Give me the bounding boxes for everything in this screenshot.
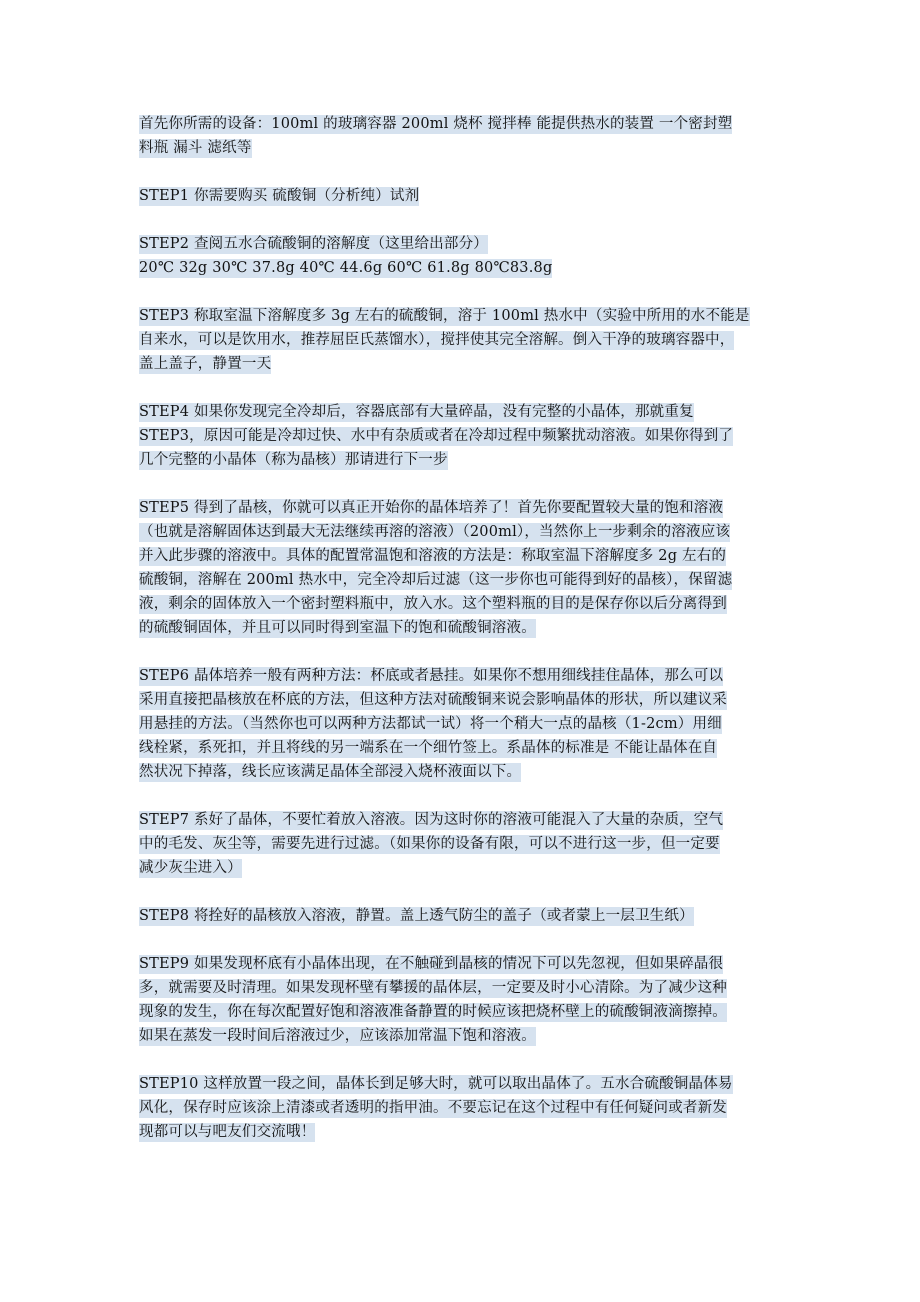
step5-line-5: 液，剩余的固体放入一个密封塑料瓶中，放入水。这个塑料瓶的目的是保存你以后分离得到 [139,596,727,612]
step3-line-2: 自来水，可以是饮用水，推荐屈臣氏蒸馏水），搅拌使其完全溶解。倒入干净的玻璃容器中， [139,332,735,348]
paragraph-equipment [139,112,787,160]
step2-line-1: STEP2 查阅五水合硫酸铜的溶解度（这里给出部分） [139,236,488,252]
step9-line-2: 多，就需要及时清理。如果发现杯壁有攀援的晶体层，一定要及时小心清除。为了减少这种 [139,980,727,996]
step5-line-4: 硫酸铜，溶解在 200ml 热水中，完全冷却后过滤（这一步你也可能得到好的晶核），保留滤 [139,572,733,588]
paragraph-step7 [139,808,787,880]
step10-line-3: 现都可以与吧友们交流哦！ [139,1124,316,1140]
paragraph-step3 [139,304,787,376]
equipment-line-2: 料瓶 漏斗 滤纸等 [139,140,252,156]
step7-line-1: STEP7 系好了晶体，不要忙着放入溶液。因为这时你的溶液可能混入了大量的杂质，空气 [139,812,724,828]
paragraph-step8 [139,904,787,928]
step3-line-1: STEP3 称取室温下溶解度多 3g 左右的硫酸铜，溶于 100ml 热水中（实验中所用的水不能是 [139,308,750,324]
step9-line-4: 如果在蒸发一段时间后溶液过少，应该添加常温下饱和溶液。 [139,1028,536,1044]
step9-line-3: 现象的发生，你在每次配置好饱和溶液准备静置的时候应该把烧杯壁上的硫酸铜液滴擦掉。 [139,1004,727,1020]
step7-line-3: 减少灰尘进入） [139,860,242,876]
step3-line-3: 盖上盖子，静置一天 [139,356,272,372]
paragraph-step4 [139,400,787,472]
paragraph-step6 [139,664,787,784]
step6-line-4: 线栓紧，系死扣，并且将线的另一端系在一个细竹签上。系晶体的标准是 不能让晶体在自 [139,740,718,756]
paragraph-step1 [139,184,787,208]
step10-line-2: 风化，保存时应该涂上清漆或者透明的指甲油。不要忘记在这个过程中有任何疑问或者新发 [139,1100,727,1116]
paragraph-step9 [139,952,787,1048]
paragraph-step5 [139,496,787,640]
step5-line-1: STEP5 得到了晶核，你就可以真正开始你的晶体培养了！首先你要配置较大量的饱和溶液 [139,500,724,516]
step4-line-2: STEP3，原因可能是冷却过快、水中有杂质或者在冷却过程中频繁扰动溶液。如果你得到了 [139,428,734,444]
step5-line-6: 的硫酸铜固体，并且可以同时得到室温下的饱和硫酸铜溶液。 [139,620,536,636]
step6-line-1: STEP6 晶体培养一般有两种方法：杯底或者悬挂。如果你不想用细线挂住晶体，那么可以 [139,668,724,684]
step10-line-1: STEP10 这样放置一段之间，晶体长到足够大时，就可以取出晶体了。五水合硫酸铜晶体易 [139,1076,733,1092]
step5-line-3: 并入此步骤的溶液中。具体的配置常温饱和溶液的方法是：称取室温下溶解度多 2g 左右的 [139,548,727,564]
step9-line-1: STEP9 如果发现杯底有小晶体出现，在不触碰到晶核的情况下可以先忽视，但如果碎晶很 [139,956,724,972]
step6-line-2: 采用直接把晶核放在杯底的方法，但这种方法对硫酸铜来说会影响晶体的形状，所以建议采 [139,692,727,708]
step7-line-2: 中的毛发、灰尘等，需要先进行过滤。（如果你的设备有限，可以不进行这一步，但一定要 [139,836,720,852]
equipment-line-1: 首先你所需的设备：100ml 的玻璃容器 200ml 烧杯 搅拌棒 能提供热水的装置 一个密封塑 [139,116,733,132]
step1-line-1: STEP1 你需要购买 硫酸铜（分析纯）试剂 [139,188,420,204]
step4-line-1: STEP4 如果你发现完全冷却后，容器底部有大量碎晶，没有完整的小晶体，那就重复 [139,404,694,420]
step4-line-3: 几个完整的小晶体（称为晶核）那请进行下一步 [139,452,448,468]
step6-line-3: 用悬挂的方法。（当然你也可以两种方法都试一试）将一个稍大一点的晶核（1-2cm）用细 [139,716,722,732]
document-body [139,112,787,1168]
paragraph-step2 [139,232,787,280]
step8-line-1: STEP8 将拴好的晶核放入溶液，静置。盖上透气防尘的盖子（或者蒙上一层卫生纸） [139,908,694,924]
paragraph-step10 [139,1072,787,1144]
step5-line-2: （也就是溶解固体达到最大无法继续再溶的溶液）（200ml），当然你上一步剩余的溶液应该 [139,524,731,540]
step6-line-5: 然状况下掉落，线长应该满足晶体全部浸入烧杯液面以下。 [139,764,522,780]
step2-solubility-line: 20℃ 32g 30℃ 37.8g 40℃ 44.6g 60℃ 61.8g 80℃83.8g [139,260,553,276]
